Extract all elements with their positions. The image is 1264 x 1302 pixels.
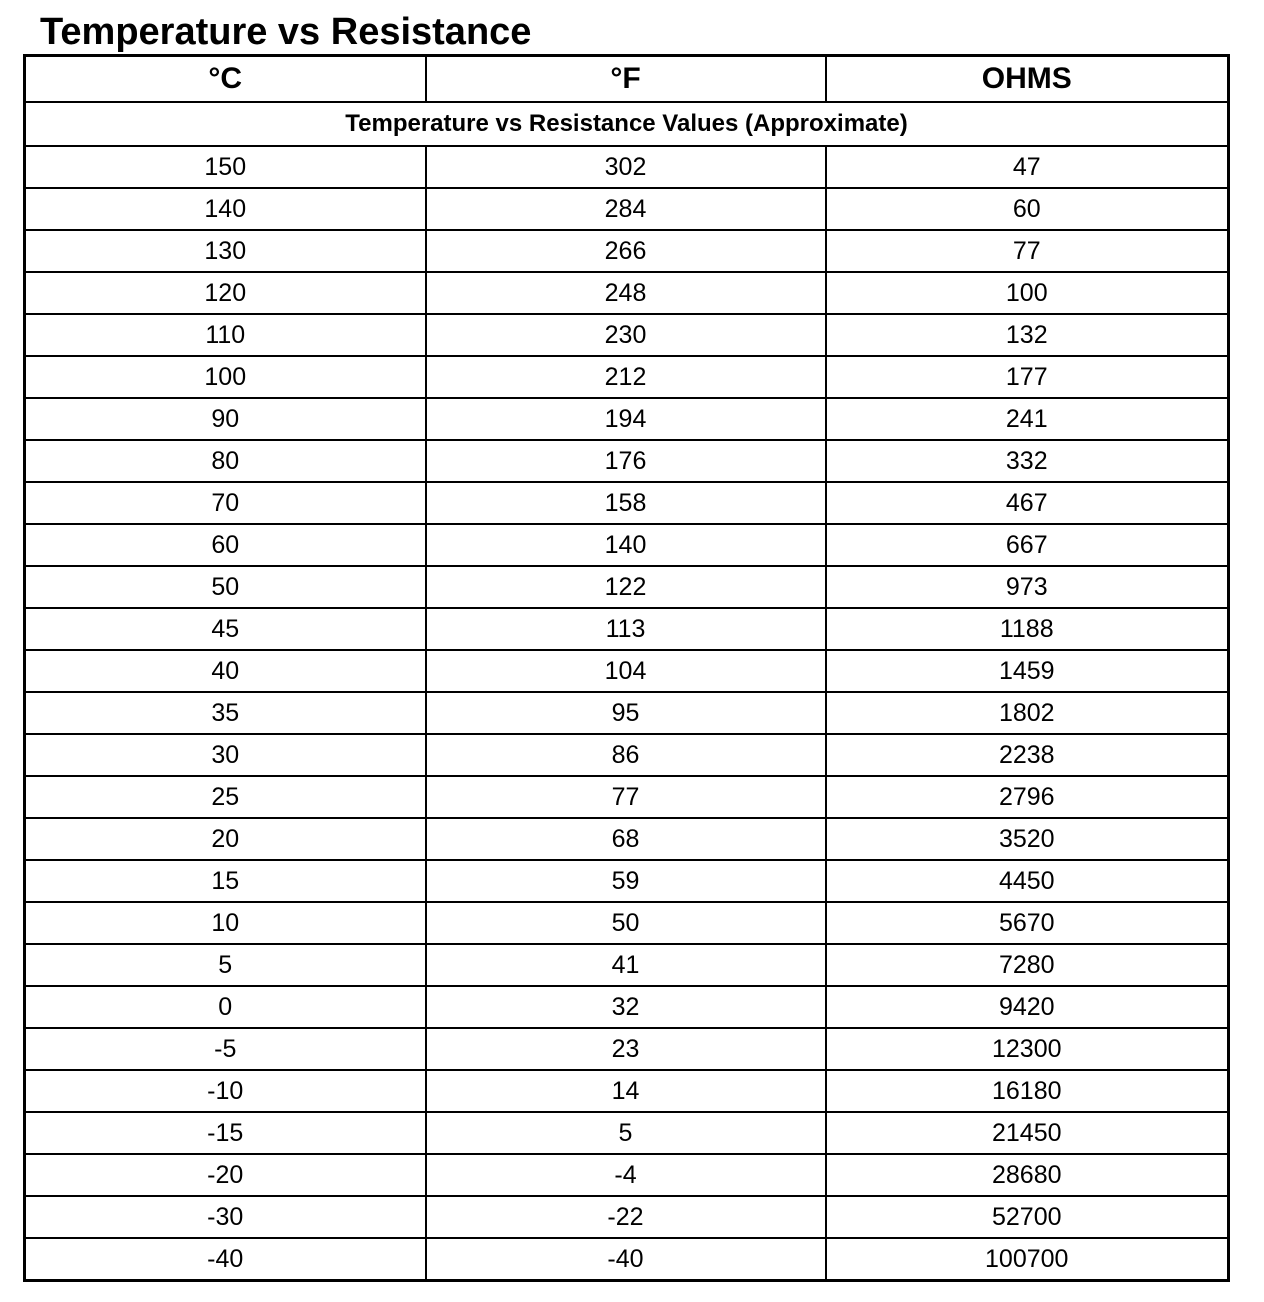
cell-fahrenheit: 14 [426,1070,826,1112]
cell-fahrenheit: 59 [426,860,826,902]
cell-fahrenheit: 194 [426,398,826,440]
table-row [25,986,1229,1028]
cell-celsius: -5 [25,1028,426,1070]
subtitle-row [25,102,1229,146]
table-row [25,902,1229,944]
cell-celsius: -15 [25,1112,426,1154]
cell-fahrenheit: 302 [426,146,826,188]
cell-ohms: 47 [826,146,1229,188]
cell-ohms: 60 [826,188,1229,230]
table-subtitle: Temperature vs Resistance Values (Approximate) [25,102,1229,146]
cell-fahrenheit: 95 [426,692,826,734]
table-row [25,524,1229,566]
cell-ohms: 4450 [826,860,1229,902]
cell-celsius: -20 [25,1154,426,1196]
table-row [25,398,1229,440]
temperature-resistance-table [23,54,1230,1282]
cell-celsius: -40 [25,1238,426,1281]
cell-fahrenheit: -40 [426,1238,826,1281]
cell-celsius: 140 [25,188,426,230]
table-row [25,818,1229,860]
cell-fahrenheit: -4 [426,1154,826,1196]
column-header-row [25,56,1229,103]
table-row [25,188,1229,230]
cell-celsius: 0 [25,986,426,1028]
cell-celsius: 35 [25,692,426,734]
cell-ohms: 241 [826,398,1229,440]
column-header-celsius: °C [25,56,426,103]
table-row [25,1070,1229,1112]
cell-ohms: 332 [826,440,1229,482]
column-header-ohms: OHMS [826,56,1229,103]
table-row [25,776,1229,818]
table-row [25,272,1229,314]
cell-fahrenheit: 77 [426,776,826,818]
cell-celsius: 150 [25,146,426,188]
cell-celsius: 110 [25,314,426,356]
table-row [25,356,1229,398]
table-row [25,1154,1229,1196]
cell-ohms: 3520 [826,818,1229,860]
cell-ohms: 667 [826,524,1229,566]
cell-ohms: 973 [826,566,1229,608]
cell-fahrenheit: 32 [426,986,826,1028]
cell-celsius: 50 [25,566,426,608]
cell-fahrenheit: 41 [426,944,826,986]
cell-fahrenheit: 50 [426,902,826,944]
cell-ohms: 77 [826,230,1229,272]
cell-ohms: 100 [826,272,1229,314]
cell-fahrenheit: 176 [426,440,826,482]
table-container [23,54,1227,1282]
cell-ohms: 12300 [826,1028,1229,1070]
cell-ohms: 467 [826,482,1229,524]
cell-celsius: 10 [25,902,426,944]
cell-fahrenheit: 86 [426,734,826,776]
cell-ohms: 16180 [826,1070,1229,1112]
cell-fahrenheit: 248 [426,272,826,314]
page-title: Temperature vs Resistance [40,11,532,53]
cell-celsius: 20 [25,818,426,860]
cell-ohms: 177 [826,356,1229,398]
cell-ohms: 28680 [826,1154,1229,1196]
cell-celsius: 130 [25,230,426,272]
cell-fahrenheit: 212 [426,356,826,398]
table-row [25,482,1229,524]
cell-fahrenheit: 230 [426,314,826,356]
cell-celsius: 45 [25,608,426,650]
cell-fahrenheit: 122 [426,566,826,608]
table-row [25,230,1229,272]
cell-ohms: 9420 [826,986,1229,1028]
cell-fahrenheit: 140 [426,524,826,566]
cell-ohms: 7280 [826,944,1229,986]
cell-fahrenheit: 5 [426,1112,826,1154]
cell-fahrenheit: 113 [426,608,826,650]
table-body [25,146,1229,1281]
cell-ohms: 132 [826,314,1229,356]
column-header-fahrenheit: °F [426,56,826,103]
cell-fahrenheit: 104 [426,650,826,692]
cell-ohms: 21450 [826,1112,1229,1154]
cell-fahrenheit: 23 [426,1028,826,1070]
cell-celsius: 80 [25,440,426,482]
cell-celsius: 60 [25,524,426,566]
cell-celsius: -30 [25,1196,426,1238]
table-row [25,734,1229,776]
cell-fahrenheit: 284 [426,188,826,230]
table-row [25,1028,1229,1070]
cell-ohms: 5670 [826,902,1229,944]
table-row [25,692,1229,734]
table-row [25,146,1229,188]
cell-fahrenheit: -22 [426,1196,826,1238]
cell-fahrenheit: 266 [426,230,826,272]
cell-fahrenheit: 158 [426,482,826,524]
table-row [25,440,1229,482]
cell-celsius: 40 [25,650,426,692]
table-row [25,314,1229,356]
table-row [25,1238,1229,1281]
table-row [25,944,1229,986]
cell-ohms: 1459 [826,650,1229,692]
cell-celsius: 120 [25,272,426,314]
table-header [25,56,1229,147]
cell-fahrenheit: 68 [426,818,826,860]
cell-ohms: 1188 [826,608,1229,650]
table-row [25,566,1229,608]
cell-celsius: 90 [25,398,426,440]
table-row [25,1196,1229,1238]
cell-ohms: 2796 [826,776,1229,818]
cell-ohms: 2238 [826,734,1229,776]
cell-celsius: -10 [25,1070,426,1112]
cell-ohms: 52700 [826,1196,1229,1238]
cell-celsius: 25 [25,776,426,818]
cell-ohms: 1802 [826,692,1229,734]
cell-celsius: 70 [25,482,426,524]
table-row [25,608,1229,650]
table-row [25,650,1229,692]
cell-ohms: 100700 [826,1238,1229,1281]
table-row [25,1112,1229,1154]
cell-celsius: 5 [25,944,426,986]
cell-celsius: 30 [25,734,426,776]
cell-celsius: 15 [25,860,426,902]
table-row [25,860,1229,902]
cell-celsius: 100 [25,356,426,398]
